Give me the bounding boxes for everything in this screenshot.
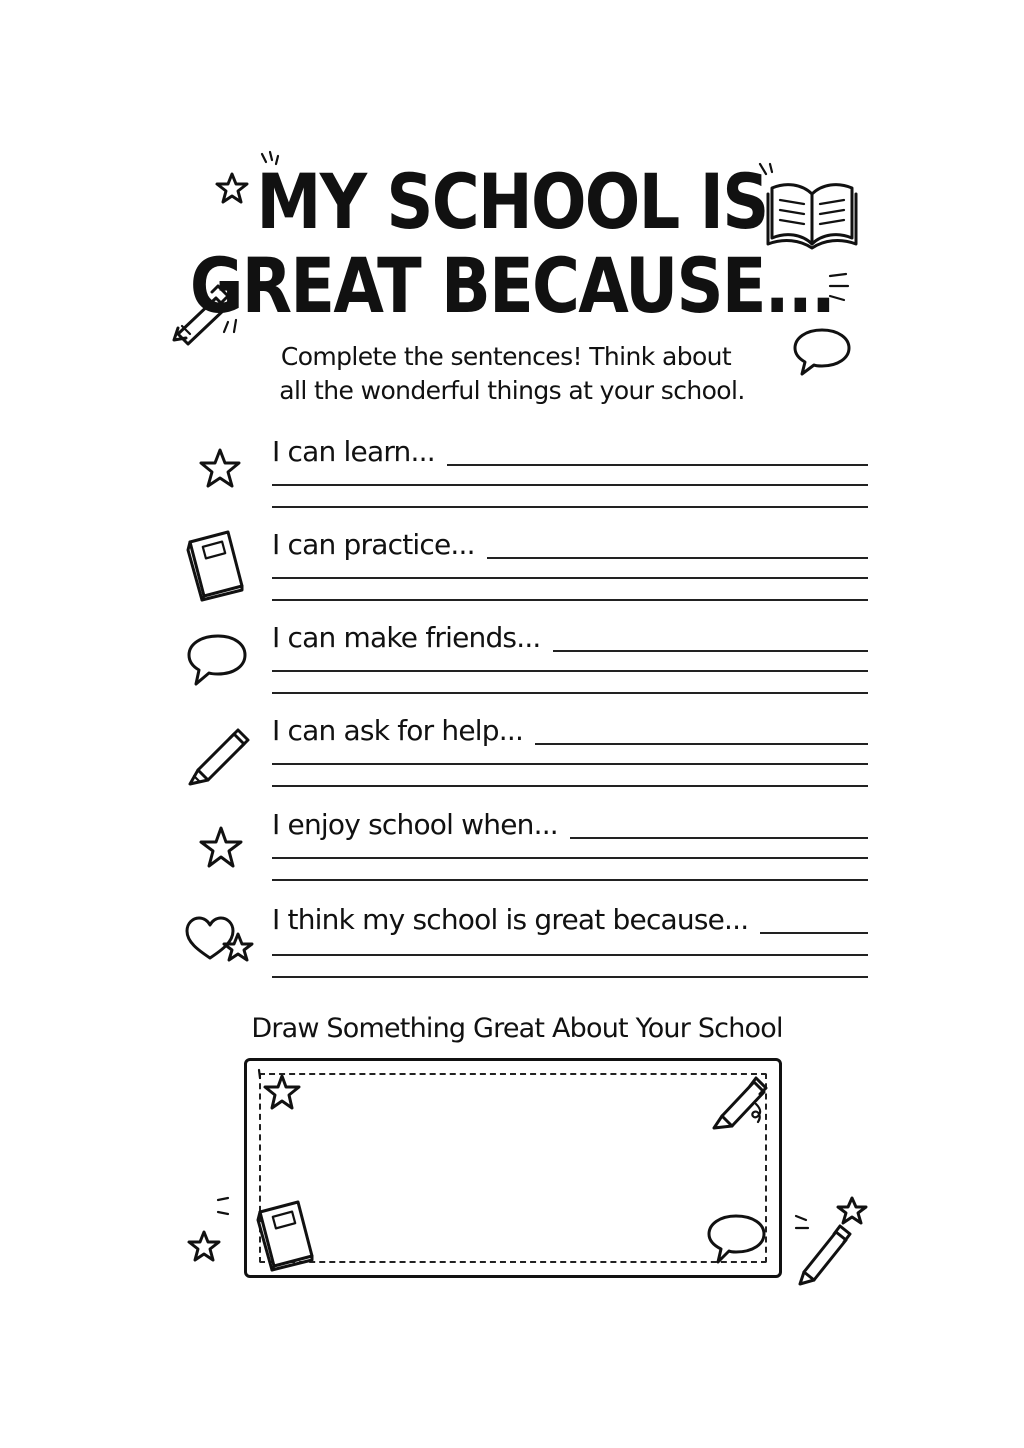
pencil-icon bbox=[796, 1196, 872, 1286]
sparkle-lines-icon bbox=[794, 1214, 812, 1238]
prompt-row bbox=[272, 523, 868, 603]
drawing-area-dashed-border bbox=[259, 1073, 767, 1263]
heart-star-icon bbox=[184, 914, 256, 968]
answer-line[interactable] bbox=[272, 577, 868, 579]
answer-line[interactable] bbox=[272, 954, 868, 956]
book-icon bbox=[254, 1200, 318, 1272]
prompt-label: I can learn... bbox=[272, 435, 435, 468]
answer-line[interactable] bbox=[272, 976, 868, 978]
answer-line[interactable] bbox=[570, 837, 868, 839]
prompt-row bbox=[272, 430, 868, 510]
prompt-row bbox=[272, 803, 868, 883]
answer-line[interactable] bbox=[272, 785, 868, 787]
instructions-line-2: all the wonderful things at your school. bbox=[279, 376, 745, 405]
prompt-label: I can make friends... bbox=[272, 621, 541, 654]
answer-line[interactable] bbox=[272, 692, 868, 694]
page-title-line-2: GREAT BECAUSE... bbox=[189, 241, 835, 330]
answer-line[interactable] bbox=[272, 599, 868, 601]
instructions-line-1: Complete the sentences! Think about bbox=[280, 342, 732, 371]
star-icon bbox=[262, 1074, 302, 1112]
pencil-icon bbox=[712, 1072, 772, 1134]
sparkle-lines-icon bbox=[216, 1196, 232, 1220]
prompt-label: I can practice... bbox=[272, 528, 475, 561]
prompt-label: I enjoy school when... bbox=[272, 808, 558, 841]
answer-line[interactable] bbox=[272, 506, 868, 508]
star-icon bbox=[198, 448, 242, 490]
prompt-row bbox=[272, 709, 868, 789]
speech-bubble-icon bbox=[186, 632, 248, 688]
answer-line[interactable] bbox=[272, 879, 868, 881]
drawing-section-title: Draw Something Great About Your School bbox=[251, 1013, 783, 1044]
answer-line[interactable] bbox=[272, 670, 868, 672]
sparkle-lines-icon bbox=[256, 1068, 264, 1082]
page-title-line-1: MY SCHOOL IS bbox=[256, 157, 768, 246]
prompt-label: I can ask for help... bbox=[272, 714, 524, 747]
answer-line[interactable] bbox=[535, 743, 868, 745]
answer-line[interactable] bbox=[272, 484, 868, 486]
speech-bubble-icon bbox=[704, 1212, 768, 1266]
prompt-row bbox=[272, 898, 868, 978]
answer-line[interactable] bbox=[272, 763, 868, 765]
answer-line[interactable] bbox=[487, 557, 868, 559]
prompt-row bbox=[272, 616, 868, 696]
answer-line[interactable] bbox=[447, 464, 868, 466]
book-icon bbox=[184, 530, 248, 602]
star-icon bbox=[186, 1230, 222, 1264]
star-icon bbox=[198, 826, 244, 870]
pencil-icon bbox=[186, 722, 252, 788]
answer-line[interactable] bbox=[272, 857, 868, 859]
answer-line[interactable] bbox=[553, 650, 868, 652]
drawing-area[interactable] bbox=[244, 1058, 782, 1278]
prompt-label: I think my school is great because... bbox=[272, 903, 749, 936]
answer-line[interactable] bbox=[760, 932, 868, 934]
